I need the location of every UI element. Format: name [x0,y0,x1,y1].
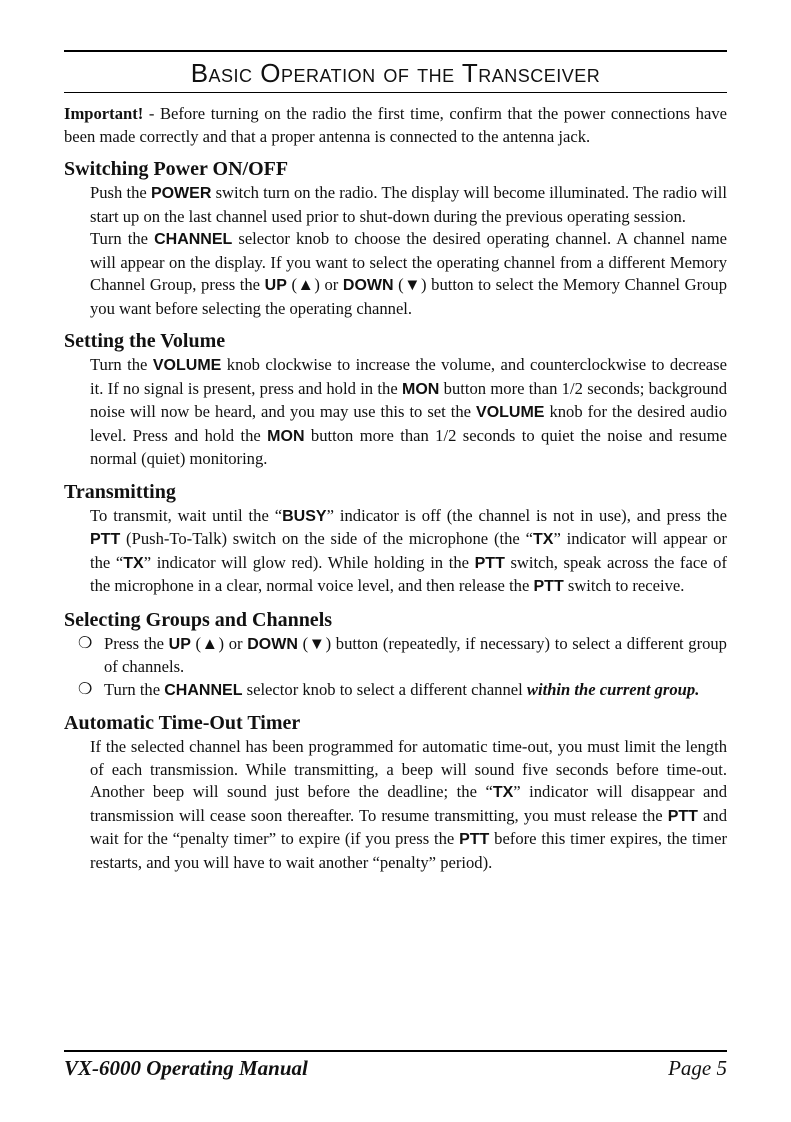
power-key-label: POWER [150,185,212,202]
timeout-paragraph: If the selected channel has been programmed for automatic time-out, you must limit the length of each transmission. While transmitting, a beep will sound five seconds before time-out. Another beep will sound just before the deadline; the “TX” indicator will disappear and transmission will cease soon thereafter. To resume transmitting, you must release the PTT and wait for the “penalty timer” to expire (if you press the PTT before this timer expires, the timer restarts, and you will have to wait another “penalty” period). [90,737,727,872]
transmit-paragraph: To transmit, wait until the “BUSY” indicator is off (the channel is not in use), and press the PTT (Push-To-Talk) switch on the side of the microphone (the “TX” indicator will appear or the “TX” indicator will glow red). While holding in the PTT switch, speak across the face of the microphone in a clear, normal voice level, and then release the PTT switch to receive. [90,505,727,595]
manual-name: VX-6000 Operating Manual [64,1056,308,1080]
ptt-key-label-4: PTT [667,807,698,825]
heading-groups: Selecting Groups and Channels [64,608,333,631]
up-key-label-2: UP [168,635,191,653]
circle-bullet-icon: ❍ [78,680,93,698]
emphasis-text: within the current group. [526,679,700,699]
ptt-key-label-5: PTT [459,831,490,848]
tx-indicator-label: TX [532,531,554,548]
channel-key-label: CHANNEL [154,231,233,248]
volume-key-label: VOLUME [152,357,222,374]
power-paragraph-2: Turn the CHANNEL selector knob to choose the desired operating channel. A channel name will appear on the display. If you want to select the operating channel from a different Memory Channel Group, press the UP (▲) or DOWN (▼) button to select the Memory Channel Group you want before selecting the operating channel. [90,229,728,318]
up-key-label: UP [264,277,287,294]
volume-paragraph: Turn the VOLUME knob clockwise to increase the volume, and counterclockwise to decrease it. If no signal is present, press and hold in the MON button more than 1/2 seconds; background noise will now be heard, and you may use this to set the VOLUME knob for the desired audio level. Press and hold the MON button more than 1/2 seconds to quiet the noise and resume normal (quiet) monitoring. [90,355,727,468]
ptt-key-label-2: PTT [474,554,505,572]
intro-lead: Important! [64,104,144,123]
intro-paragraph [64,103,727,148]
tx-indicator-label-2: TX [123,554,144,572]
title-rule [64,92,727,93]
channel-key-label-2: CHANNEL [164,681,243,699]
section-groups [64,633,727,703]
top-rule [64,50,727,52]
page-number: Page 5 [668,1056,727,1080]
heading-timeout: Automatic Time-Out Timer [64,712,301,734]
down-key-label: DOWN [342,277,394,294]
page-footer [64,1050,727,1081]
section-transmitting [64,505,727,599]
page-title: Basic Operation of the Transceiver [190,58,601,88]
mon-key-label: MON [402,380,440,398]
list-item [64,679,727,703]
heading-transmitting: Transmitting [64,480,176,503]
down-key-label-2: DOWN [247,635,298,653]
heading-volume: Setting the Volume [64,330,226,352]
mon-key-label-2: MON [267,427,305,445]
section-power [64,182,727,320]
ptt-key-label: PTT [90,531,121,548]
ptt-key-label-3: PTT [533,578,564,595]
footer-rule [64,1050,727,1052]
busy-indicator-label: BUSY [282,507,327,525]
intro-text: - Before turning on the radio the first time, confirm that the power connections have been made correctly and that a proper antenna is connected to the antenna jack. [64,104,727,146]
power-paragraph-1: Push the POWER switch turn on the radio. The display will become illuminated. The radio will start up on the last channel used prior to shut-down during the previous operating session. [90,183,727,226]
groups-bullet-1: Press the UP (▲) or DOWN (▼) button (repeatedly, if necessary) to select a different group of channels. [104,633,727,676]
section-timeout [64,736,727,874]
circle-bullet-icon: ❍ [78,634,93,652]
tx-indicator-label-3: TX [492,784,514,801]
manual-page [64,50,727,874]
groups-bullet-2: Turn the CHANNEL selector knob to select a different channel within the current group. [104,679,700,699]
heading-power: Switching Power ON/OFF [64,158,289,180]
section-volume [64,354,727,471]
volume-key-label-2: VOLUME [476,404,545,421]
list-item [64,633,727,679]
